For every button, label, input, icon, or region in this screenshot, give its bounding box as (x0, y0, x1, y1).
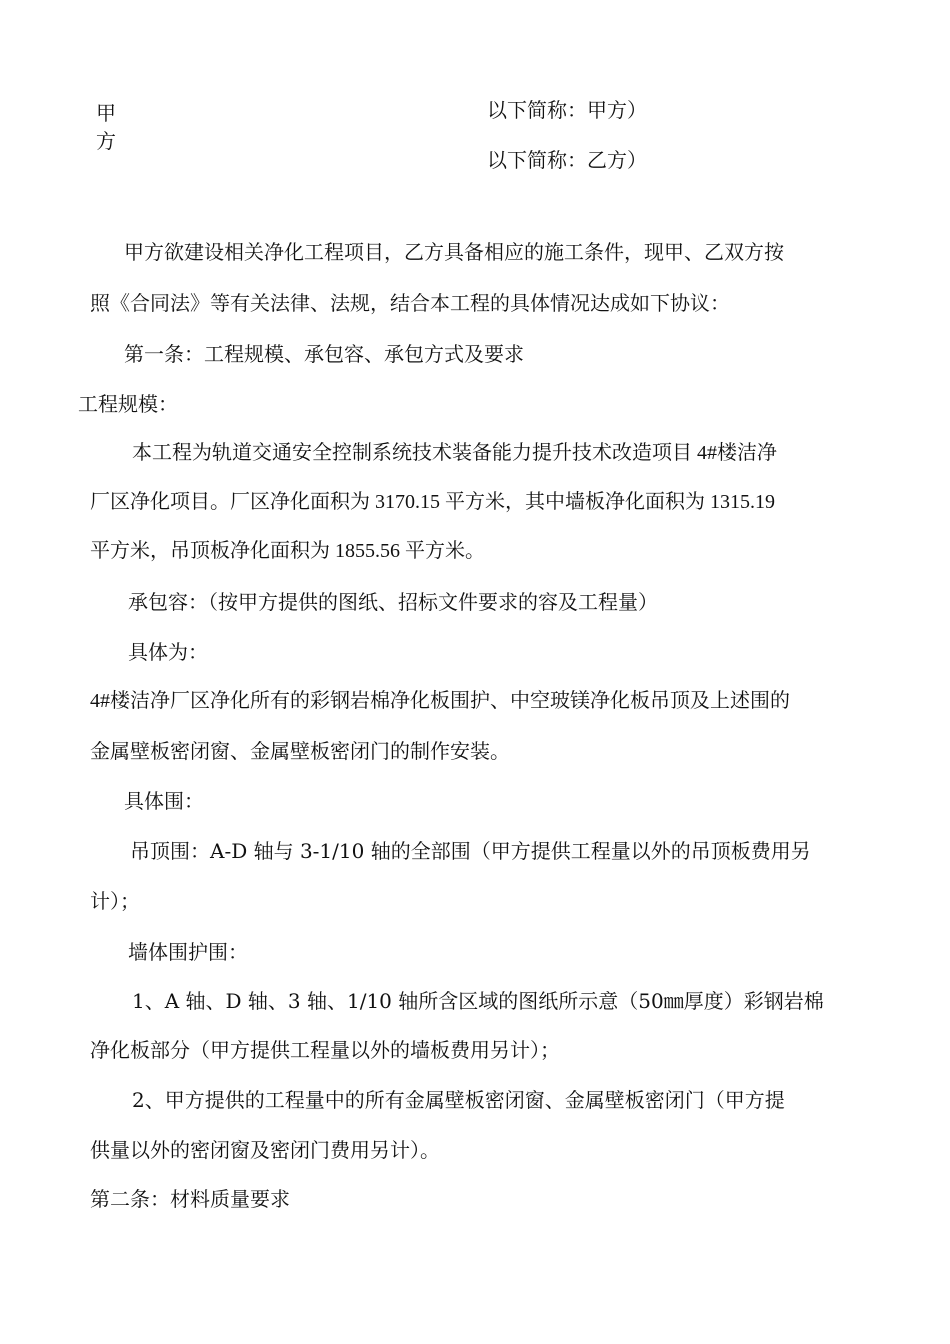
wall-item-1-line-1: 1、A 轴、D 轴、3 轴、1/10 轴所含区域的图纸所示意（50㎜厚度）彩钢岩棉 (132, 989, 824, 1013)
article-2-title: 第二条：材料质量要求 (90, 1187, 290, 1211)
range-label: 具体围： (124, 789, 204, 813)
scale-line-2: 厂区净化项目。厂区净化面积为 3170.15 平方米，其中墙板净化面积为 1315.19 (90, 491, 775, 513)
scale-line-3: 平方米，吊顶板净化面积为 1855.56 平方米。 (90, 540, 485, 562)
specific-line-1: 4#楼洁净厂区净化所有的彩钢岩棉净化板围护、中空玻镁净化板吊顶及上述围的 (90, 690, 790, 712)
wall-item-2-line-2: 供量以外的密闭窗及密闭门费用另计）。 (90, 1138, 440, 1162)
ceiling-line-1: 吊顶围：A-D 轴与 3-1/10 轴的全部围（甲方提供工程量以外的吊顶板费用另 (130, 839, 811, 863)
intro-line-1: 甲方欲建设相关净化工程项目，乙方具备相应的施工条件，现甲、乙双方按 (124, 240, 784, 264)
ceiling-line-2: 计）； (90, 889, 140, 913)
party-b-abbreviation: 以下简称：乙方） (487, 148, 647, 172)
wall-item-1-line-2: 净化板部分（甲方提供工程量以外的墙板费用另计）； (90, 1038, 560, 1062)
scale-label: 工程规模： (78, 392, 178, 416)
contract-scope-label: 承包容：（按甲方提供的图纸、招标文件要求的容及工程量） (128, 590, 658, 614)
wall-range-label: 墙体围护围： (128, 940, 248, 964)
article-1-title: 第一条：工程规模、承包容、承包方式及要求 (124, 342, 524, 366)
scale-line-1: 本工程为轨道交通安全控制系统技术装备能力提升技术改造项目 4#楼洁净 (132, 442, 777, 464)
party-a-abbreviation: 以下简称：甲方） (487, 98, 647, 122)
wall-item-2-line-1: 2、甲方提供的工程量中的所有金属壁板密闭窗、金属壁板密闭门（甲方提 (132, 1088, 785, 1112)
party-a-label-char2: 方 (96, 129, 116, 153)
specific-label: 具体为： (128, 640, 208, 664)
specific-line-2: 金属壁板密闭窗、金属壁板密闭门的制作安装。 (90, 739, 510, 763)
intro-line-2: 照《合同法》等有关法律、法规，结合本工程的具体情况达成如下协议： (90, 291, 730, 315)
party-a-label-char1: 甲 (96, 101, 116, 125)
